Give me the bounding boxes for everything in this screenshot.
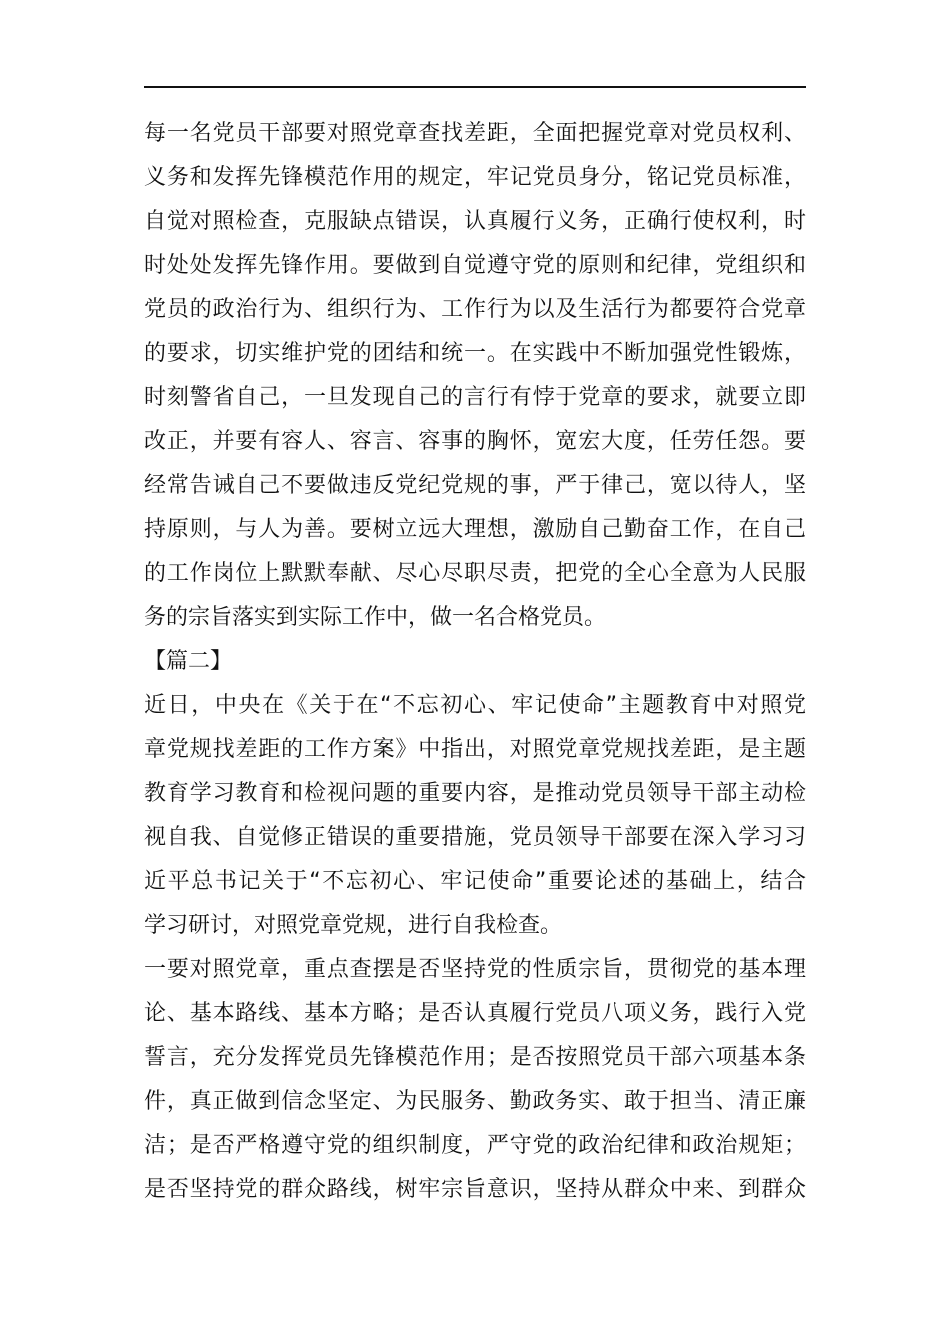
paragraph-line: 洁；是否严格遵守党的组织制度，严守党的政治纪律和政治规矩； [144, 1133, 806, 1158]
paragraph-line: 党员的政治行为、组织行为、工作行为以及生活行为都要符合党章 [144, 297, 806, 322]
paragraph-line: 近平总书记关于“不忘初心、牢记使命”重要论述的基础上，结合 [144, 869, 806, 894]
paragraph-line: 持原则，与人为善。要树立远大理想，激励自己勤奋工作，在自己 [144, 517, 806, 542]
paragraph-line: 改正，并要有容人、容言、容事的胸怀，宽宏大度，任劳任怨。要 [144, 429, 806, 454]
paragraph-line: 誓言，充分发挥党员先锋模范作用；是否按照党员干部六项基本条 [144, 1045, 806, 1070]
document-body [144, 112, 806, 1212]
section-heading: 【篇二】 [144, 649, 233, 674]
paragraph-line: 经常告诫自己不要做违反党纪党规的事，严于律己，宽以待人，坚 [144, 473, 806, 498]
paragraph-line: 的要求，切实维护党的团结和统一。在实践中不断加强党性锻炼， [144, 341, 806, 366]
paragraph-line: 学习研讨，对照党章党规，进行自我检查。 [144, 913, 563, 938]
paragraph-line: 务的宗旨落实到实际工作中，做一名合格党员。 [144, 605, 607, 630]
paragraph-line: 时刻警省自己，一旦发现自己的言行有悖于党章的要求，就要立即 [144, 385, 806, 410]
paragraph-line: 是否坚持党的群众路线，树牢宗旨意识，坚持从群众中来、到群众 [144, 1177, 806, 1202]
paragraph-line: 自觉对照检查，克服缺点错误，认真履行义务，正确行使权利，时 [144, 209, 806, 234]
paragraph-line: 时处处发挥先锋作用。要做到自觉遵守党的原则和纪律，党组织和 [144, 253, 806, 278]
paragraph-line: 章党规找差距的工作方案》中指出，对照党章党规找差距，是主题 [144, 737, 806, 762]
paragraph-line: 教育学习教育和检视问题的重要内容，是推动党员领导干部主动检 [144, 781, 806, 806]
paragraph-line: 论、基本路线、基本方略；是否认真履行党员八项义务，践行入党 [144, 1001, 806, 1026]
paragraph-line: 每一名党员干部要对照党章查找差距，全面把握党章对党员权利、 [144, 121, 806, 146]
header-rule [144, 86, 806, 88]
paragraph-line: 一要对照党章，重点查摆是否坚持党的性质宗旨，贯彻党的基本理 [144, 957, 806, 982]
paragraph-line: 视自我、自觉修正错误的重要措施，党员领导干部要在深入学习习 [144, 825, 806, 850]
paragraph-line: 义务和发挥先锋模范作用的规定，牢记党员身分，铭记党员标准， [144, 165, 806, 190]
paragraph-line: 件，真正做到信念坚定、为民服务、勤政务实、敢于担当、清正廉 [144, 1089, 806, 1114]
paragraph-line: 的工作岗位上默默奉献、尽心尽职尽责，把党的全心全意为人民服 [144, 561, 806, 586]
paragraph-line: 近日，中央在《关于在“不忘初心、牢记使命”主题教育中对照党 [144, 693, 806, 718]
